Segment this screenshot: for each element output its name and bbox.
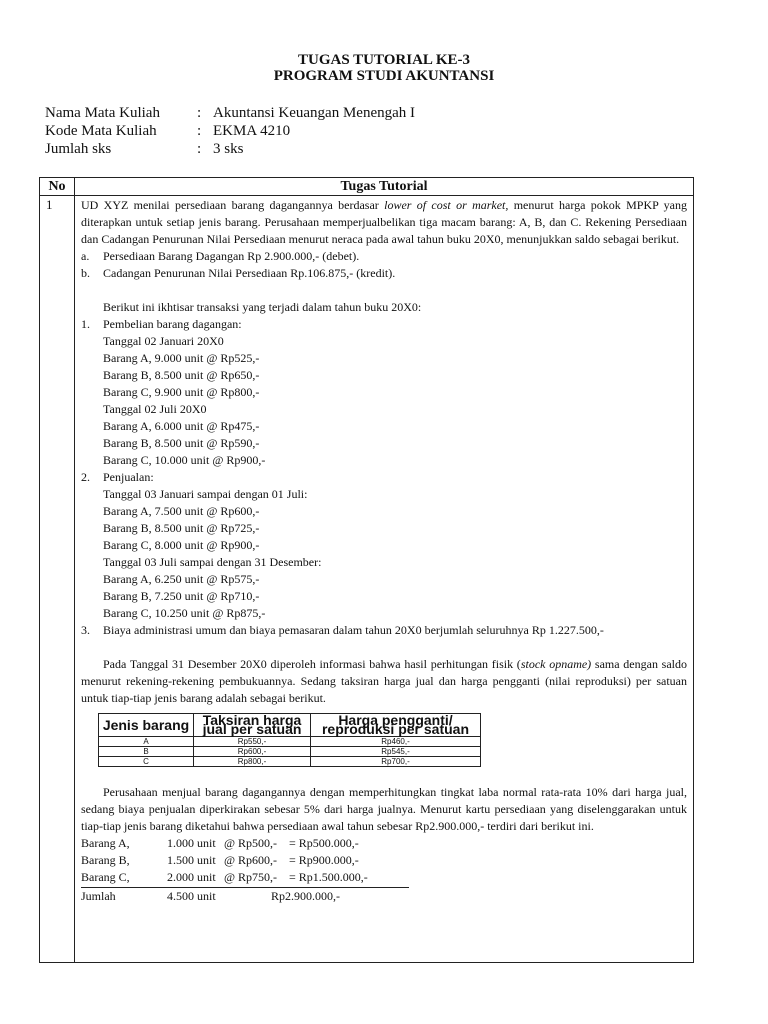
course-credits-row: [45, 140, 415, 158]
price-table: [98, 713, 481, 767]
price-table-cell: Rp460,-: [311, 737, 481, 747]
row-number: 1: [40, 196, 75, 963]
stock-opname-italic: stock opname): [520, 657, 592, 671]
transaction-line: Barang B, 8.500 unit @ Rp650,-: [103, 368, 260, 382]
price-table-cell: Rp545,-: [311, 747, 481, 757]
document-subtitle: PROGRAM STUDI AKUNTANSI: [273, 68, 495, 84]
course-code-row: [45, 122, 415, 140]
transaction-line: Barang C, 9.900 unit @ Rp800,-: [103, 385, 260, 399]
price-table-header: Jenis barang: [99, 714, 194, 737]
course-info: [45, 104, 415, 158]
intro-paragraph: UD XYZ menilai persediaan barang dagangannya berdasar lower of cost or market, menurut harga pokok MPKP yang diterapkan untuk setiap jenis barang. Perusahaan memperjualbelikan tiga macam barang: A, B, dan C. Rekening Persediaan dan Cadangan Penurunan Nilai Persediaan menurut neraca pada awal tahun buku 20X0, menunjukkan saldo sebagai berikut.: [81, 198, 687, 246]
transaction-line: Barang B, 8.500 unit @ Rp725,-: [103, 521, 260, 535]
task-table: [39, 177, 694, 963]
column-header-no: No: [40, 178, 75, 196]
transaction-line: Tanggal 02 Juli 20X0: [103, 402, 207, 416]
transaction-line: Barang A, 6.000 unit @ Rp475,-: [103, 419, 260, 433]
transaction-line: Barang A, 7.500 unit @ Rp600,-: [103, 504, 260, 518]
document-title: TUGAS TUTORIAL KE-3: [298, 52, 470, 68]
price-table-cell: C: [99, 757, 194, 767]
stock-opname-paragraph: Pada Tanggal 31 Desember 20X0 diperoleh informasi bahwa hasil perhitungan fisik (stock opname) sama dengan saldo menurut rekening-rekening pembukuannya. Sedang taksiran harga jual dan harga pengganti (nilai reproduksi) per satuan untuk tiap-tiap jenis barang adalah sebagai berikut.: [81, 657, 687, 705]
total-amount: Rp2.900.000,-: [271, 889, 340, 903]
total-units: 4.500 unit: [167, 889, 216, 903]
transaction-line: Barang A, 6.250 unit @ Rp575,-: [103, 572, 260, 586]
task-body: [75, 196, 694, 963]
price-table-cell: Rp700,-: [311, 757, 481, 767]
transaction-item: 3. Biaya administrasi umum dan biaya pemasaran dalam tahun 20X0 berjumlah seluruhnya Rp 1.227.500,-: [81, 623, 604, 637]
course-code-value: EKMA 4210: [213, 123, 291, 139]
balance-item: b. Cadangan Penurunan Nilai Persediaan Rp.106.875,- (kredit).: [81, 266, 396, 280]
course-credits-label: Jumlah sks: [45, 141, 112, 157]
separator: :: [197, 141, 202, 157]
total-label: Jumlah: [81, 889, 116, 903]
separator: :: [197, 123, 202, 139]
separator: :: [197, 105, 202, 121]
transaction-lines: [81, 486, 687, 622]
transaction-line: Barang C, 10.250 unit @ Rp875,-: [103, 606, 266, 620]
transaction-line: Barang B, 8.500 unit @ Rp590,-: [103, 436, 260, 450]
price-table-cell: Rp600,-: [194, 747, 311, 757]
price-table-cell: B: [99, 747, 194, 757]
price-table-row: [99, 757, 481, 767]
sales-paragraph: Perusahaan menjual barang dagangannya dengan memperhitungkan tingkat laba normal rata-rata 10% dari harga jual, sedang biaya penjualan diperkirakan sebesar 5% dari harga jualnya. Menurut kartu persediaan yang diselenggarakan untuk tiap-tiap jenis barang diketahui bahwa persediaan awal tahun sebesar Rp2.900.000,- terdiri dari berikut ini.: [81, 785, 687, 833]
course-name-row: [45, 104, 415, 122]
column-header-task: Tugas Tutorial: [75, 178, 694, 196]
course-name-label: Nama Mata Kuliah: [45, 105, 160, 121]
inventory-row: Barang B, 1.500 unit @ Rp600,- = Rp900.000,-: [81, 853, 359, 867]
price-table-header: Harga pengganti/ reproduksi per satuan: [311, 714, 481, 737]
transaction-line: Tanggal 03 Januari sampai dengan 01 Juli:: [103, 487, 308, 501]
transaction-line: Barang B, 7.250 unit @ Rp710,-: [103, 589, 260, 603]
transaction-line: Tanggal 02 Januari 20X0: [103, 334, 224, 348]
transaction-line: Barang A, 9.000 unit @ Rp525,-: [103, 351, 260, 365]
balance-item: a. Persediaan Barang Dagangan Rp 2.900.000,- (debet).: [81, 249, 360, 263]
transaction-line: Tanggal 03 Juli sampai dengan 31 Desember:: [103, 555, 322, 569]
price-table-cell: A: [99, 737, 194, 747]
course-credits-value: 3 sks: [213, 141, 244, 157]
transaction-item: 2. Penjualan:: [81, 470, 154, 484]
transaction-lines: [81, 333, 687, 469]
summary-intro: Berikut ini ikhtisar transaksi yang terjadi dalam tahun buku 20X0:: [103, 300, 422, 314]
course-name-value: Akuntansi Keuangan Menengah I: [213, 105, 416, 121]
price-table-row: [99, 737, 481, 747]
transaction-line: Barang C, 10.000 unit @ Rp900,-: [103, 453, 266, 467]
price-table-cell: Rp800,-: [194, 757, 311, 767]
price-table-cell: Rp550,-: [194, 737, 311, 747]
inventory-total-row: [81, 888, 687, 905]
price-table-row: [99, 747, 481, 757]
inventory-row: Barang C, 2.000 unit @ Rp750,- = Rp1.500.000,-: [81, 870, 368, 884]
price-table-header: Taksiran harga jual per satuan: [194, 714, 311, 737]
inventory-row: Barang A, 1.000 unit @ Rp500,- = Rp500.000,-: [81, 836, 359, 850]
transaction-line: Barang C, 8.000 unit @ Rp900,-: [103, 538, 260, 552]
transaction-item: 1. Pembelian barang dagangan:: [81, 317, 242, 331]
course-code-label: Kode Mata Kuliah: [45, 123, 157, 139]
intro-italic-term: lower of cost or market,: [384, 198, 509, 212]
